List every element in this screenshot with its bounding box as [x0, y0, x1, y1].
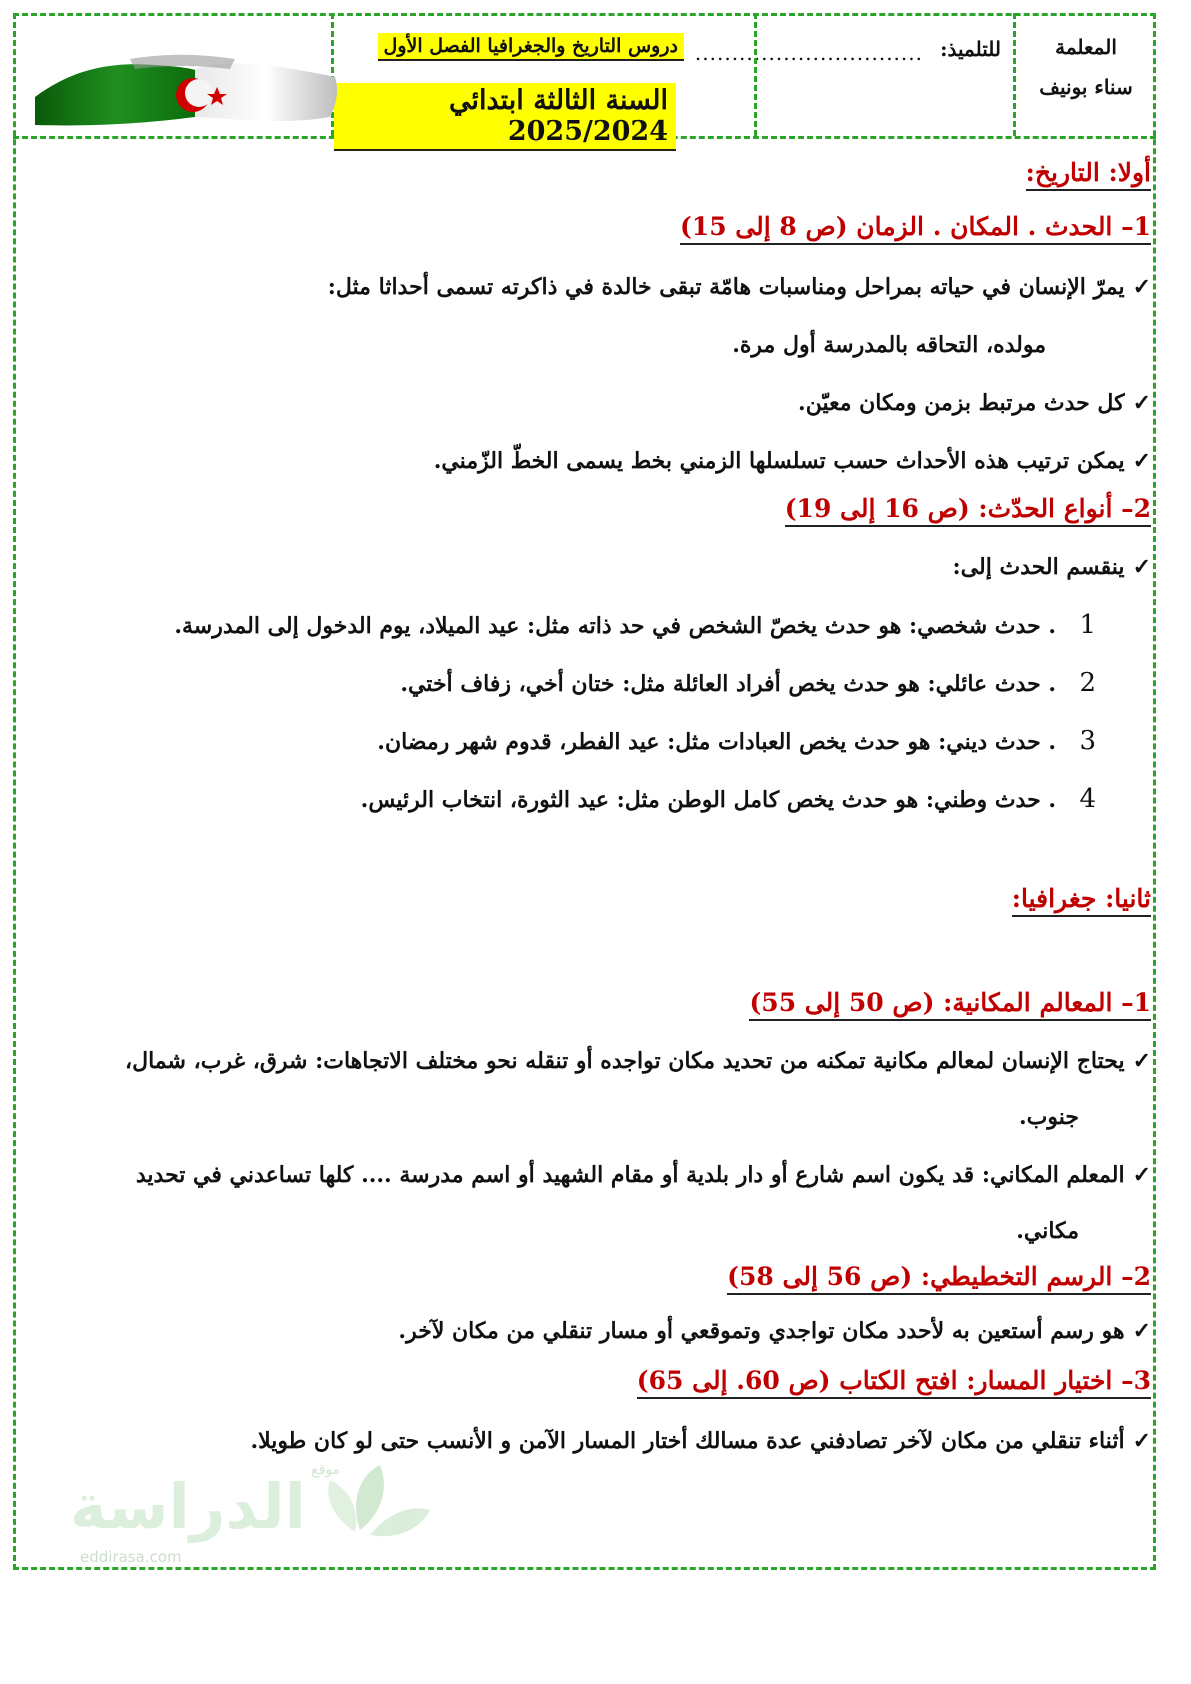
bullet-text: هو رسم أستعين به لأحدد مكان تواجدي وتموقعي أو مسار تنقلي من مكان لآخر.	[398, 1318, 1125, 1344]
watermark-text: الدراسة	[70, 1470, 306, 1543]
geography-heading-row	[40, 884, 1151, 913]
event-type-item	[40, 668, 1096, 698]
lesson-title: 2– أنواع الحدّث: (ص 16 إلى 19)	[785, 494, 1151, 527]
list-item	[40, 1162, 1151, 1188]
list-item-continuation	[40, 1218, 1079, 1244]
lesson-title-row	[40, 212, 1151, 241]
item-number: 1	[1079, 610, 1096, 640]
item-number: 2	[1079, 668, 1096, 698]
bullet-text: جنوب.	[1019, 1104, 1079, 1130]
checkmark-icon: ✓	[1132, 1162, 1151, 1188]
list-item	[40, 1428, 1151, 1454]
list-item	[40, 390, 1151, 416]
item-text: . حدث ديني: هو حدث يخص العبادات مثل: عيد الفطر، قدوم شهر رمضان.	[377, 729, 1056, 755]
lesson-title: 1– المعالم المكانية: (ص 50 إلى 55)	[749, 988, 1151, 1021]
eddirasa-watermark	[60, 1460, 440, 1570]
lesson-title-row	[40, 1262, 1151, 1291]
checkmark-icon: ✓	[1132, 1428, 1151, 1454]
checkmark-icon: ✓	[1132, 274, 1151, 300]
checkmark-icon: ✓	[1132, 1318, 1151, 1344]
bullet-text: ينقسم الحدث إلى:	[952, 554, 1125, 580]
lesson-title: 2– الرسم التخطيطي: (ص 56 إلى 58)	[727, 1262, 1151, 1295]
header	[13, 13, 1156, 147]
list-item-continuation	[40, 1104, 1079, 1130]
list-item	[40, 274, 1151, 300]
lesson-title: 1– الحدث . المكان . الزمان (ص 8 إلى 15)	[680, 212, 1151, 245]
list-item-continuation	[40, 332, 1046, 358]
list-item	[40, 448, 1151, 474]
lesson-title-row	[40, 494, 1151, 523]
item-text: . حدث شخصي: هو حدث يخصّ الشخص في حد ذاته مثل: عيد الميلاد، يوم الدخول إلى المدرسة.	[174, 613, 1056, 639]
item-text: . حدث عائلي: هو حدث يخص أفراد العائلة مثل: ختان أخي، زفاف أختي.	[400, 671, 1056, 697]
bullet-text: أثناء تنقلي من مكان لآخر تصادفني عدة مسالك أختار المسار الآمن و الأنسب حتى لو كان طويلا.	[250, 1428, 1125, 1454]
history-heading-row	[40, 158, 1151, 187]
item-number: 3	[1079, 726, 1096, 756]
teacher-cell	[1016, 13, 1156, 136]
bullet-text: يحتاج الإنسان لمعالم مكانية تمكنه من تحديد مكان تواجده أو تنقله نحو مختلف الاتجاهات: شرق، غرب، شمال،	[125, 1048, 1125, 1074]
list-item	[40, 1048, 1151, 1074]
list-item	[40, 554, 1151, 580]
student-name-blank: ...............................	[694, 41, 923, 65]
checkmark-icon: ✓	[1132, 390, 1151, 416]
item-number: 4	[1079, 784, 1096, 814]
lesson-title-row	[40, 1366, 1151, 1395]
header-divider	[754, 13, 757, 136]
student-cell	[694, 13, 1013, 136]
event-type-item	[40, 784, 1096, 814]
title-cell	[334, 13, 754, 147]
item-text: . حدث وطني: هو حدث يخص كامل الوطن مثل: عيد الثورة، انتخاب الرئيس.	[360, 787, 1056, 813]
list-item	[40, 1318, 1151, 1344]
event-type-item	[40, 610, 1096, 640]
bullet-text: مولده، التحاقه بالمدرسة أول مرة.	[732, 332, 1046, 358]
header-divider	[1013, 13, 1016, 136]
bullet-text: يمكن ترتيب هذه الأحداث حسب تسلسلها الزمني بخط يسمى الخطّ الزّمني.	[433, 448, 1125, 474]
checkmark-icon: ✓	[1132, 1048, 1151, 1074]
bullet-text: كل حدث مرتبط بزمن ومكان معيّن.	[798, 390, 1125, 416]
watermark-url: eddirasa.com	[80, 1548, 182, 1566]
lesson-title: 3– اختيار المسار: افتح الكتاب (ص 60. إلى 65)	[637, 1366, 1151, 1399]
school-year: السنة الثالثة ابتدائي 2025/2024	[334, 83, 676, 151]
watermark-top: موقع	[311, 1462, 340, 1478]
bullet-text: مكاني.	[1016, 1218, 1079, 1244]
teacher-title: المعلمة	[1055, 35, 1117, 59]
geography-heading: ثانيا: جغرافيا:	[1012, 884, 1151, 917]
bullet-text: المعلم المكاني: قد يكون اسم شارع أو دار بلدية أو مقام الشهيد أو اسم مدرسة .... كلها تساعدني في تحديد	[135, 1162, 1125, 1188]
history-heading: أولا: التاريخ:	[1026, 158, 1151, 191]
checkmark-icon: ✓	[1132, 448, 1151, 474]
lesson-title-row	[40, 988, 1151, 1017]
event-type-item	[40, 726, 1096, 756]
student-label: للتلميذ:	[940, 37, 1001, 61]
document-title: دروس التاريخ والجغرافيا الفصل الأول	[378, 33, 684, 61]
teacher-name: سناء بونيف	[1039, 75, 1133, 99]
checkmark-icon: ✓	[1132, 554, 1151, 580]
algeria-flag-image	[35, 47, 345, 129]
bullet-text: يمرّ الإنسان في حياته بمراحل ومناسبات هامّة تبقى خالدة في ذاكرته تسمى أحداثا مثل:	[327, 274, 1125, 300]
